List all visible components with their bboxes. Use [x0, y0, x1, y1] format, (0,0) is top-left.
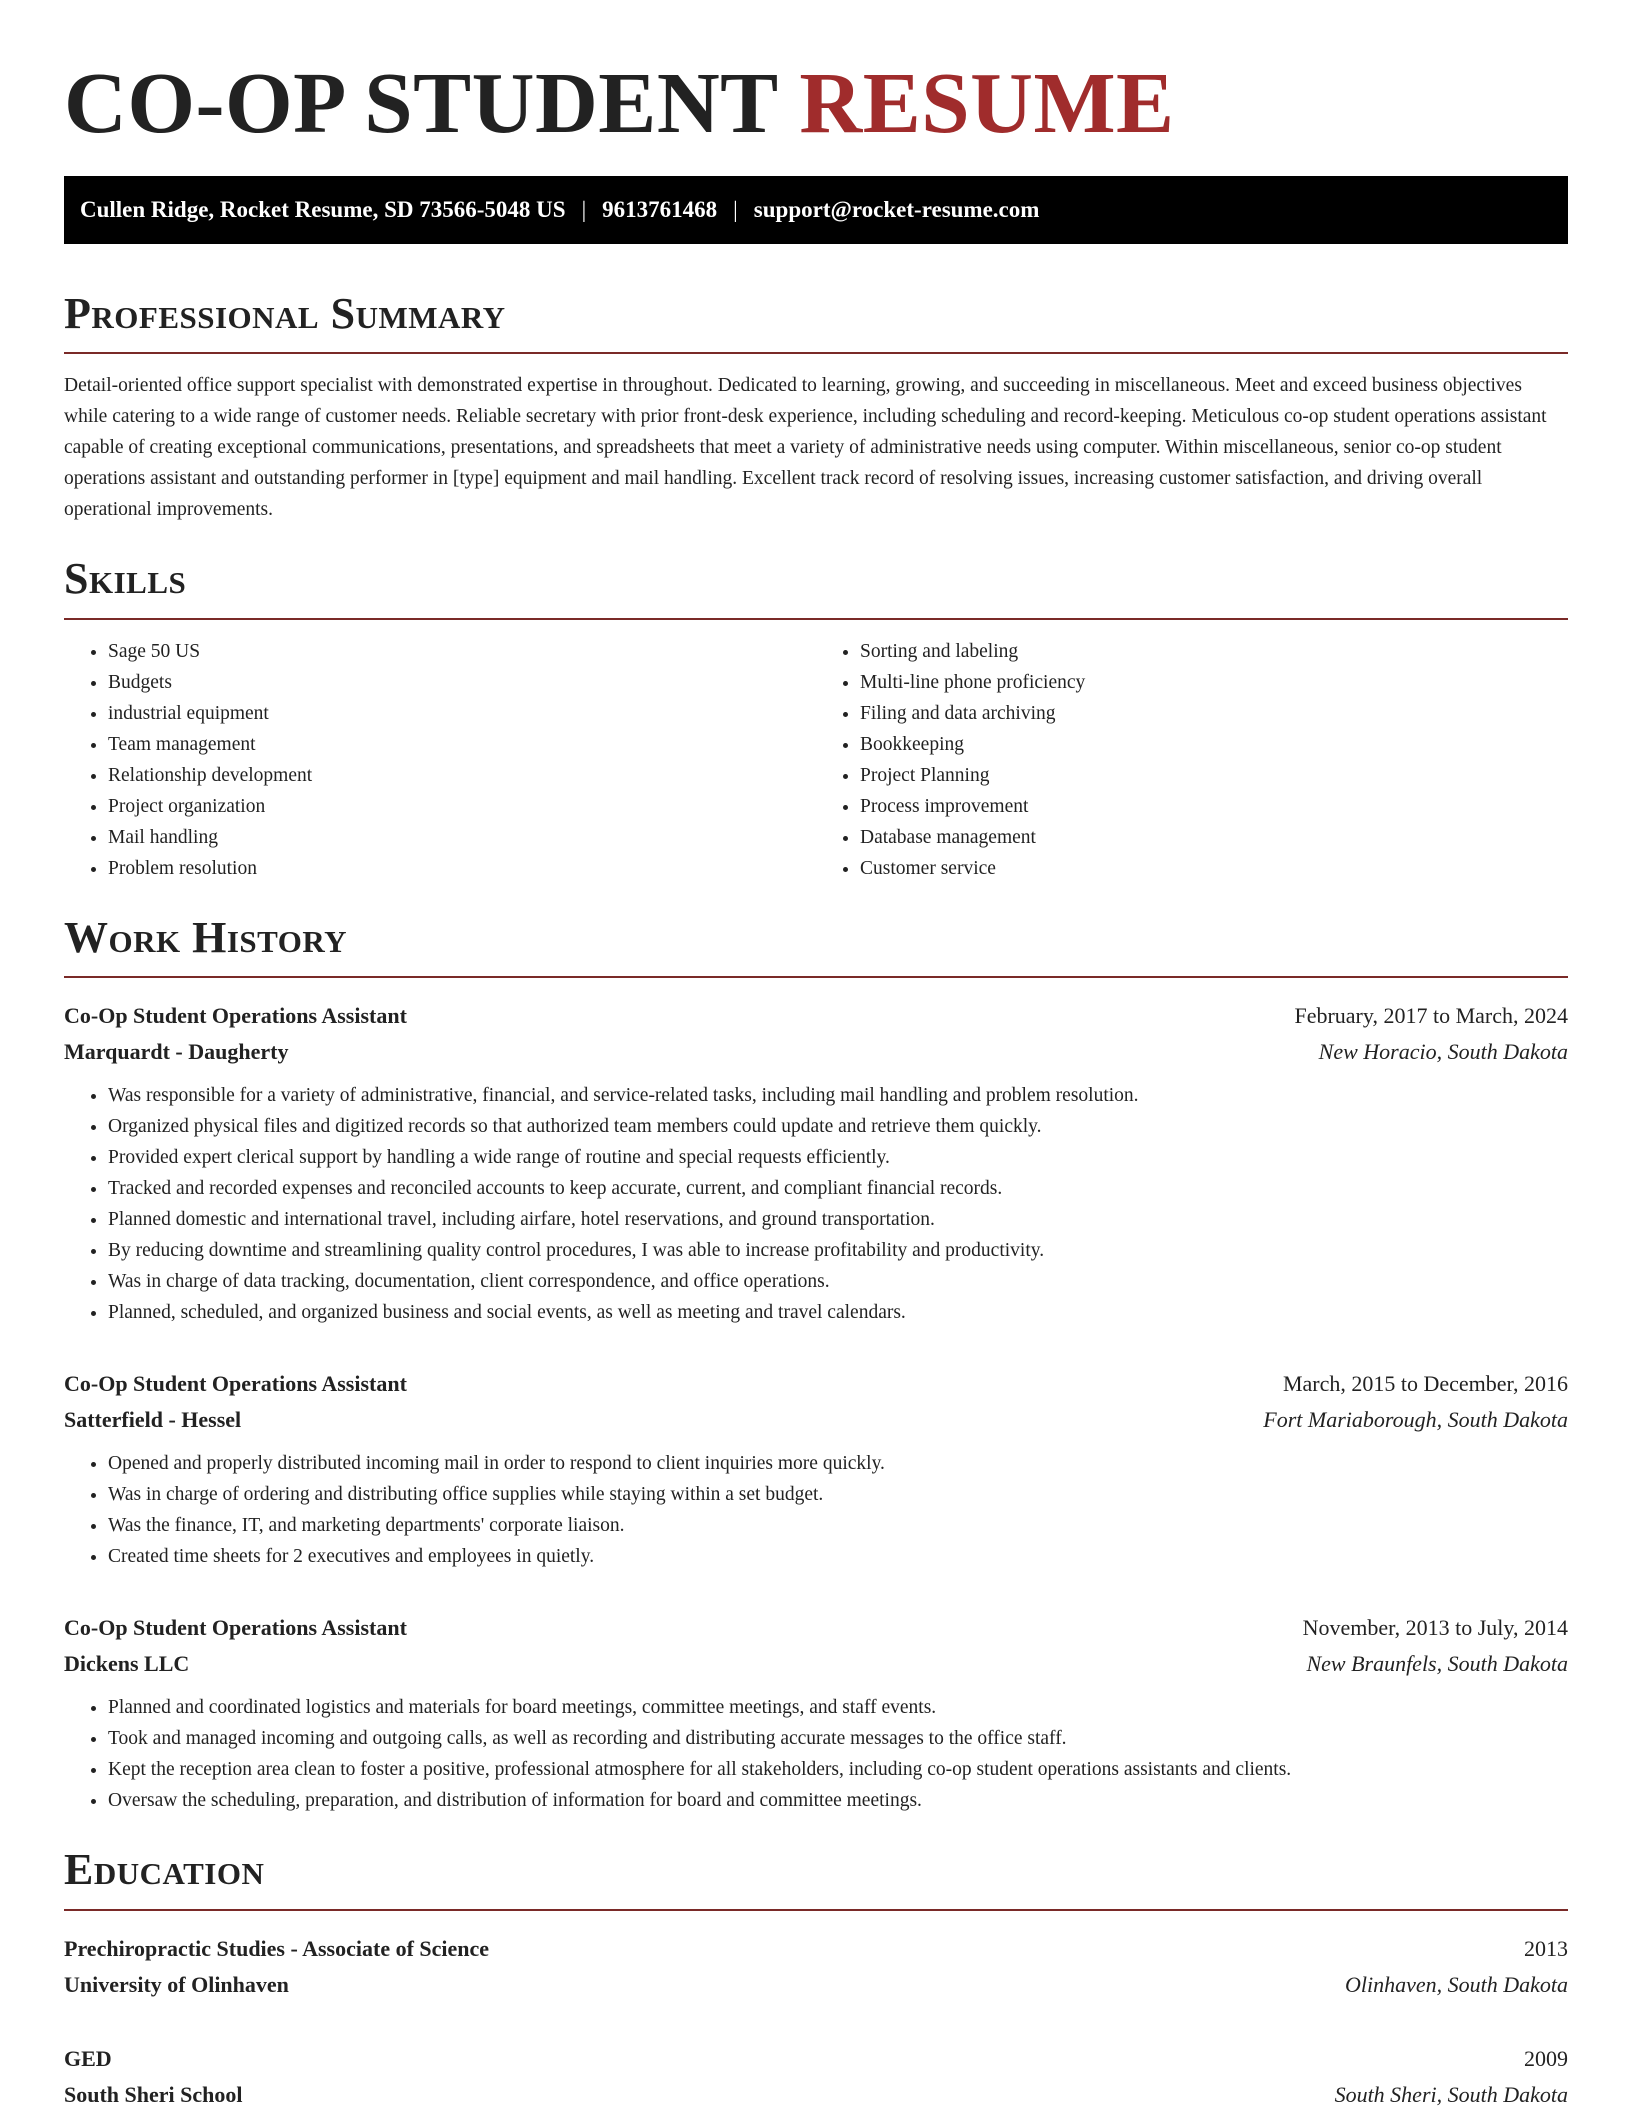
job-bullet: • Took and managed incoming and outgoing calls, as well as recording and distributing accurate messages to the office staff. [108, 1723, 1568, 1754]
summary-heading: Professional Summary [64, 288, 506, 338]
skills-column-left [64, 636, 816, 884]
job-entry [64, 1366, 1568, 1572]
job-bullet: • Provided expert clerical support by handling a wide range of routine and special requests efficiently. [108, 1142, 1568, 1173]
education-school-row [64, 1967, 1568, 2003]
job-header-row [64, 1610, 1568, 1646]
title-main: CO-OP STUDENT [64, 54, 778, 151]
job-bullet: • Was in charge of data tracking, documentation, client correspondence, and office operations. [108, 1266, 1568, 1297]
job-company: Satterfield - Hessel [64, 1407, 242, 1433]
job-bullets [64, 1080, 1568, 1328]
job-location: New Horacio, South Dakota [1318, 1039, 1568, 1065]
job-dates: March, 2015 to December, 2016 [1282, 1371, 1568, 1397]
skill-item: • Bookkeeping [860, 729, 1568, 760]
title-accent: RESUME [799, 54, 1175, 151]
education-school-row [64, 2077, 1568, 2113]
job-title: Co-Op Student Operations Assistant [64, 1371, 407, 1397]
job-bullet: • Kept the reception area clean to foster a positive, professional atmosphere for all stakeholders, including co-op student operations assistants and clients. [108, 1754, 1568, 1785]
skill-item: • Filing and data archiving [860, 698, 1568, 729]
job-header-row [64, 998, 1568, 1034]
skill-item: • Sage 50 US [108, 636, 816, 667]
skill-item: • Process improvement [860, 791, 1568, 822]
job-bullets [64, 1692, 1568, 1816]
skill-item: • Database management [860, 822, 1568, 853]
job-company: Dickens LLC [64, 1651, 190, 1677]
job-bullet: • Was the finance, IT, and marketing departments' corporate liaison. [108, 1510, 1568, 1541]
skill-item: • Relationship development [108, 760, 816, 791]
skill-item: • Budgets [108, 667, 816, 698]
education-degree: Prechiropractic Studies - Associate of Science [64, 1935, 490, 1961]
contact-address: Cullen Ridge, Rocket Resume, SD 73566-5048 US [80, 196, 566, 222]
education-entry [64, 2041, 1568, 2113]
contact-bar [64, 176, 1568, 244]
job-bullet: • Created time sheets for 2 executives and employees in quietly. [108, 1541, 1568, 1572]
job-dates: November, 2013 to July, 2014 [1302, 1615, 1568, 1641]
education-entry [64, 1931, 1568, 2003]
resume-title [64, 56, 1568, 150]
skill-item: • Sorting and labeling [860, 636, 1568, 667]
job-company: Marquardt - Daugherty [64, 1039, 289, 1065]
skill-item: • Multi-line phone proficiency [860, 667, 1568, 698]
job-location: New Braunfels, South Dakota [1306, 1651, 1568, 1677]
skill-item: • Problem resolution [108, 853, 816, 884]
job-title: Co-Op Student Operations Assistant [64, 1615, 407, 1641]
section-divider [64, 618, 1568, 620]
skill-item: • Customer service [860, 853, 1568, 884]
section-divider [64, 1909, 1568, 1911]
job-bullet: • Organized physical files and digitized records so that authorized team members could update and retrieve them quickly. [108, 1111, 1568, 1142]
education-header-row [64, 2041, 1568, 2077]
skill-item: • Project Planning [860, 760, 1568, 791]
job-bullet: • Was responsible for a variety of administrative, financial, and service-related tasks, including mail handling and problem resolution. [108, 1080, 1568, 1111]
job-bullet: • Was in charge of ordering and distributing office supplies while staying within a set budget. [108, 1479, 1568, 1510]
contact-email: support@rocket-resume.com [753, 196, 1040, 222]
skill-item: • Mail handling [108, 822, 816, 853]
job-entry [64, 998, 1568, 1328]
skill-item: • Team management [108, 729, 816, 760]
job-header-row [64, 1366, 1568, 1402]
education-school: University of Olinhaven [64, 1971, 289, 1997]
skill-item: • industrial equipment [108, 698, 816, 729]
job-entry [64, 1610, 1568, 1816]
skills-column-right [816, 636, 1568, 884]
education-year: 2009 [1524, 2045, 1568, 2071]
job-company-row [64, 1034, 1568, 1070]
section-divider [64, 976, 1568, 978]
education-location: Olinhaven, South Dakota [1344, 1971, 1568, 1997]
job-bullet: • Opened and properly distributed incoming mail in order to respond to client inquiries more quickly. [108, 1448, 1568, 1479]
job-bullet: • Planned domestic and international travel, including airfare, hotel reservations, and ground transportation. [108, 1204, 1568, 1235]
job-bullet: • By reducing downtime and streamlining quality control procedures, I was able to increase profitability and productivity. [108, 1235, 1568, 1266]
education-school: South Sheri School [64, 2081, 243, 2107]
section-divider [64, 352, 1568, 354]
job-bullet: • Oversaw the scheduling, preparation, and distribution of information for board and committee meetings. [108, 1785, 1568, 1816]
job-bullet: • Planned and coordinated logistics and materials for board meetings, committee meetings, and staff events. [108, 1692, 1568, 1723]
education-header-row [64, 1931, 1568, 1967]
contact-separator: | [733, 196, 738, 222]
education-year: 2013 [1524, 1935, 1568, 1961]
job-title: Co-Op Student Operations Assistant [64, 1003, 407, 1029]
job-bullet: • Planned, scheduled, and organized business and social events, as well as meeting and travel calendars. [108, 1297, 1568, 1328]
job-location: Fort Mariaborough, South Dakota [1263, 1407, 1568, 1433]
work-history-heading: Work History [64, 912, 348, 962]
job-company-row [64, 1402, 1568, 1438]
summary-text: Detail-oriented office support specialist with demonstrated expertise in throughout. Dedicated to learning, growing, and succeeding in miscellaneous. Meet and exceed business objectives while catering to a wide range of customer needs. Reliable secretary with prior front-desk experience, including scheduling and record-keeping. Meticulous co-op student operations assistant capable of creating exceptional communications, presentations, and spreadsheets that meet a variety of administrative needs using computer. Within miscellaneous, senior co-op student operations assistant and outstanding performer in [type] equipment and mail handling. Excellent track record of resolving issues, increasing customer satisfaction, and driving overall operational improvements. [64, 375, 1547, 521]
job-bullets [64, 1448, 1568, 1572]
job-company-row [64, 1646, 1568, 1682]
job-dates: February, 2017 to March, 2024 [1294, 1003, 1568, 1029]
contact-separator: | [581, 196, 587, 222]
skills-list [64, 636, 1568, 884]
education-degree: GED [64, 2045, 112, 2071]
education-location: South Sheri, South Dakota [1334, 2081, 1568, 2107]
education-heading: Education [64, 1845, 265, 1895]
skill-item: • Project organization [108, 791, 816, 822]
contact-phone: 9613761468 [602, 196, 718, 222]
job-bullet: • Tracked and recorded expenses and reconciled accounts to keep accurate, current, and compliant financial records. [108, 1173, 1568, 1204]
skills-heading: Skills [64, 554, 187, 604]
